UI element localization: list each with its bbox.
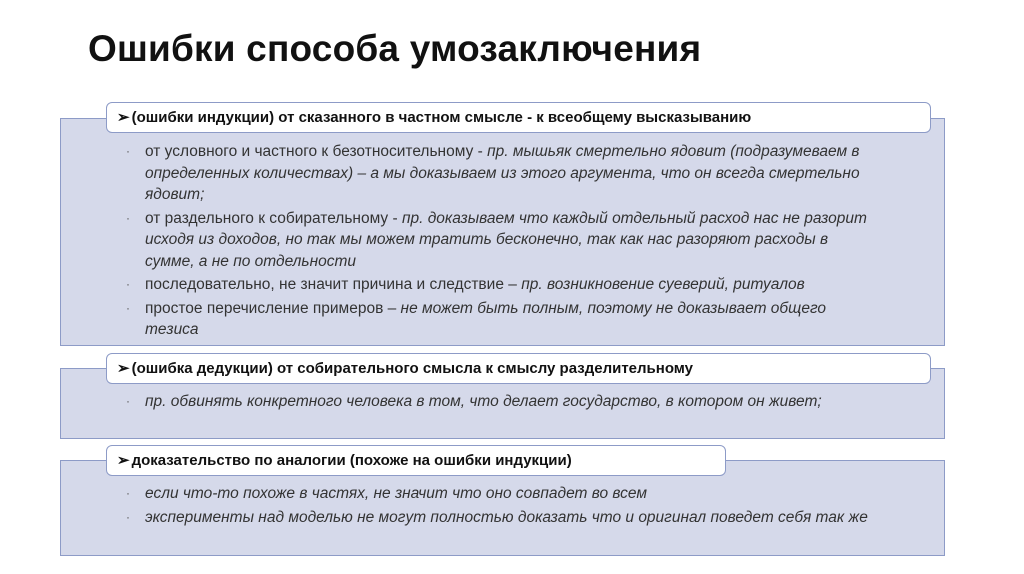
bullet-dot-icon: · [126,277,130,291]
item-example: пр. возникновение суеверий, ритуалов [521,276,805,293]
induction-bullets [126,141,871,343]
item-example: пр. мышьяк смертельно ядовит (подразумеваем в определенных количествах) – а мы доказываем из этого аргумента, что он всегда смертельно ядовит; [145,143,860,203]
bullet-dot-icon: · [126,394,130,408]
arrow-bullet-icon: ➢ [117,109,130,126]
list-item [126,391,846,413]
list-item [126,208,871,273]
deduction-header [106,353,931,384]
analogy-bullets [126,483,881,530]
section-header-text: (ошибки индукции) от сказанного в частном смысле - к всеобщему высказыванию [131,109,752,126]
item-example: пр. доказываем что каждый отдельный расход нас не разорит исходя из доходов, но так мы можем тратить бесконечно, так как нас разоряют расходы в сумме, а не по отдельности [145,209,867,270]
section-header-text: доказательство по аналогии (похоже на ошибки индукции) [131,452,572,469]
list-item [126,274,871,296]
item-example: если что-то похоже в частях, не значит что оно совпадет во всем [145,485,647,502]
list-item [126,483,881,505]
item-example: пр. обвинять конкретного человека в том, что делает государство, в котором он живет; [145,393,822,410]
item-example: не может быть полным, поэтому не доказывает общего тезиса [145,299,827,338]
item-text: последовательно, не значит причина и следствие – [145,276,522,293]
list-item [126,507,881,529]
slide-title: Ошибки способа умозаключения [88,28,702,69]
item-text: от раздельного к собирательному - [145,209,402,227]
bullet-dot-icon: · [126,509,130,524]
deduction-bullets [126,391,846,415]
item-text: простое перечисление примеров – [145,299,401,317]
list-item [126,141,871,206]
analogy-header [106,445,726,476]
list-item [126,298,871,341]
item-example: эксперименты над моделью не могут полностью доказать что и оригинал поведет себя так же [145,508,868,526]
arrow-bullet-icon: ➢ [117,452,130,469]
section-header-text: (ошибка дедукции) от собирательного смысла к смыслу разделительному [131,360,694,377]
item-text: от условного и частного к безотносительному - [145,143,488,160]
arrow-bullet-icon: ➢ [117,360,130,377]
bullet-dot-icon: · [126,210,130,225]
bullet-dot-icon: · [126,144,130,158]
bullet-dot-icon: · [126,486,130,500]
bullet-dot-icon: · [126,300,130,315]
induction-header [106,102,931,133]
